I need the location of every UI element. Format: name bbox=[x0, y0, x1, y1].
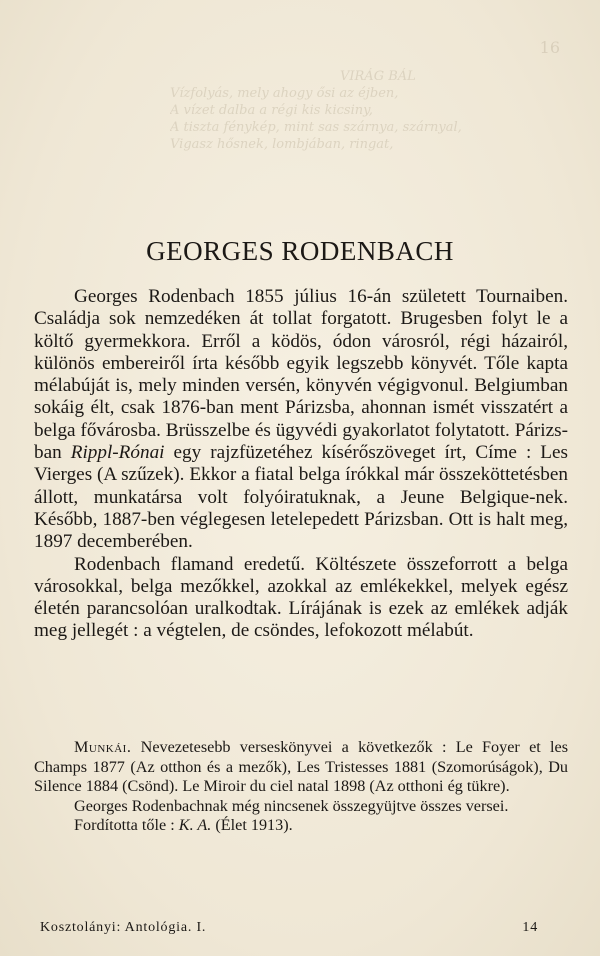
translator-initials: K. A. bbox=[178, 816, 212, 835]
bleed-line: A tiszta fénykép, mint sas szárnya, szárnyal, bbox=[170, 120, 462, 135]
works-list bbox=[34, 738, 568, 797]
bleed-through-text bbox=[170, 68, 570, 153]
translator-line bbox=[34, 816, 568, 836]
biography-text bbox=[34, 286, 568, 643]
paragraph-biography bbox=[34, 286, 568, 554]
page-footer bbox=[40, 920, 548, 936]
translator-suffix: (Élet 1913). bbox=[211, 816, 293, 835]
paragraph-poetry: Rodenbach flamand eredetű. Költészete összeforrott a belga városokkal, belga mezőkkel, azokkal az emlékekkel, melyek egész életén parancsolóan uralkodtak. Lírájának is ezek az emlékek adják meg jellegét : a végtelen, de csöndes, lefokozott mélabút. bbox=[34, 553, 568, 642]
bleed-line: VIRÁG BÁL bbox=[340, 69, 416, 84]
page-number: 14 bbox=[522, 920, 538, 935]
works-label: Munkái. bbox=[74, 738, 132, 756]
editor-name: Rippl-Rónai bbox=[70, 442, 165, 464]
works-text: Nevezetesebb verseskönyvei a következők : Le Foyer et les Champs 1877 (Az otthon és a mezők), Les Tristesses 1881 (Szomorúságok), Du Silence 1884 (Csönd). Le Miroir du ciel natal 1898 (Az otthoni ég tükre). bbox=[34, 738, 568, 796]
paragraph-biography-part2: egy rajzfüzetéhez kísérőszöveget írt, Címe : Les Vierges (A szűzek). Ekkor a fiatal belga írókkal már összeköttetésben állott, munkatársa volt folyóiratuknak, a Jeune Belgique-nek. Később, 1887-ben véglegesen letelepedett Párizsban. Ott is halt meg, 1897 decemberében. bbox=[34, 442, 568, 553]
translator-prefix: Fordította tőle : bbox=[74, 816, 179, 835]
bleed-line: A vízet dalba a régi kis kicsiny, bbox=[170, 103, 373, 118]
works-section bbox=[34, 738, 568, 836]
page-title: GEORGES RODENBACH bbox=[146, 236, 454, 266]
bleed-line: Vigasz hősnek, lombjában, ringat, bbox=[170, 137, 394, 152]
ghost-page-number: 16 bbox=[539, 38, 560, 57]
bleed-line: Vízfolyás, mely ahogy ősi az éjben, bbox=[170, 86, 399, 101]
paragraph-biography-part1: Georges Rodenbach 1855 július 16-án született Tournaiben. Családja sok nemzedéken át tollat forgatott. Brugesben folyt le a költő gyermekkora. Erről a ködös, ódon városról, régi házairól, különös embereiről írta később egyik legszebb könyvét. Tőle kapta mélabúját is, mely minden versén, könyvén végigvonul. Belgiumban sokáig élt, csak 1876-ban ment Párizsba, ahonnan ismét visszatért a belga fővárosba. Brüsszelbe és ügyvédi gyakorlatot folytatott. Párizsban bbox=[34, 286, 568, 464]
footer-book-title: Kosztolányi: Antológia. I. bbox=[40, 920, 207, 935]
works-note: Georges Rodenbachnak még nincsenek összegyüjtve összes versei. bbox=[74, 796, 509, 815]
